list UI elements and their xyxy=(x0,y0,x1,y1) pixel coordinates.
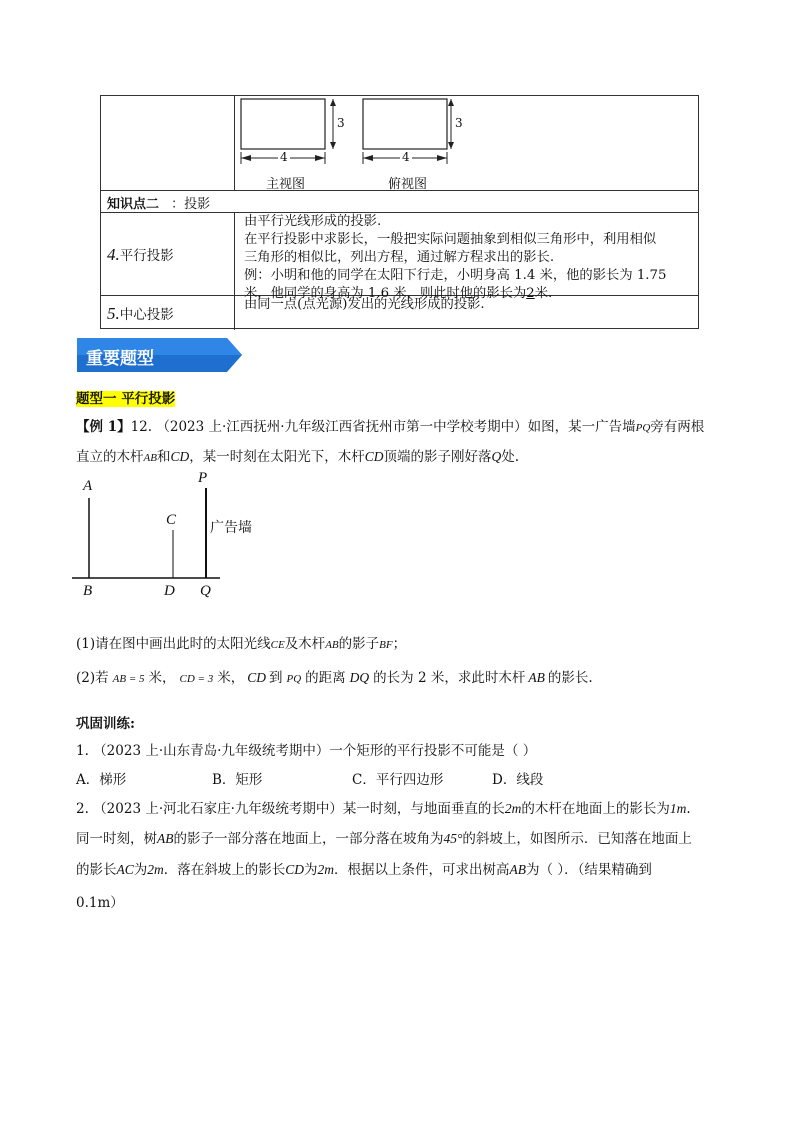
label-b: B xyxy=(83,583,93,599)
row4-number: 4. xyxy=(107,245,120,264)
option-b: B．矩形 xyxy=(212,772,263,788)
label-q: Q xyxy=(200,583,211,599)
kp2-topic: 投影 xyxy=(184,197,211,212)
front-width-label: 4 xyxy=(280,150,288,164)
kp2-header xyxy=(107,193,210,212)
practice-1: 1. （2023 上·山东青岛·九年级统考期中）一个矩形的平行投影不可能是（ ） xyxy=(76,743,537,759)
example-line-1: 【例 1】12. （2023 上·江西抚州·九年级江西省抚州市第一中学校考期中）如图，某一广告墙PQ旁有两根 xyxy=(76,419,705,435)
front-view-label: 主视图 xyxy=(266,177,306,192)
arrow-up-icon xyxy=(330,99,336,106)
arrow-down-icon xyxy=(330,142,336,149)
top-height-label: 3 xyxy=(455,116,463,130)
practice-2-line-3: 的影长AC为2m．落在斜坡上的影长CD为2m．根据以上条件，可求出树高AB为（ ）．（结果精确到 xyxy=(76,862,652,878)
row5-content: 由同一点(点光源)发出的光线形成的投影. xyxy=(244,297,485,312)
label-p: P xyxy=(198,470,208,486)
row4-line-last: 米，他同学的身高为 1.6 米，则此时他的影长为2米. xyxy=(244,286,553,301)
top-width-label: 4 xyxy=(402,150,410,164)
row4-content xyxy=(244,213,666,303)
arrow-left-icon xyxy=(363,155,373,161)
row4-answer: 2 xyxy=(526,286,535,301)
row4-label-cell xyxy=(107,244,174,265)
arrow-right-icon xyxy=(315,155,325,161)
practice-2-line-4: 0.1m） xyxy=(76,895,124,911)
label-c: C xyxy=(166,512,177,528)
type1-title: 题型一 平行投影 xyxy=(76,391,176,407)
kp2-sep: ： xyxy=(171,197,185,212)
wall-label: 广告墙 xyxy=(210,520,252,536)
option-a: A．梯形 xyxy=(76,772,127,788)
table-rule xyxy=(234,212,235,330)
banner-title: 重要题型 xyxy=(86,349,154,369)
top-view-label: 俯视图 xyxy=(388,177,428,192)
question-1: (1)请在图中画出此时的太阳光线CE及木杆AB的影子BF； xyxy=(76,636,407,652)
option-c: C．平行四边形 xyxy=(352,772,444,788)
knowledge-table xyxy=(100,95,699,329)
label-d: D xyxy=(164,583,175,599)
row4-line: 在平行投影中求影长，一般把实际问题抽象到相似三角形中，利用相似 xyxy=(244,232,657,247)
example-line-2: 直立的木杆AB和CD，某一时刻在太阳光下，木杆CD顶端的影子刚好落Q处. xyxy=(76,449,520,465)
practice-1-options xyxy=(76,768,543,788)
row4-label: 平行投影 xyxy=(119,248,174,264)
question-2: (2)若 AB = 5 米， CD = 3 米， CD 到 PQ 的距离 DQ 的长为 2 米，求此时木杆 AB 的影长. xyxy=(76,670,593,686)
row4-line: 三角形的相似比，列出方程，通过解方程求出的影长. xyxy=(244,250,555,265)
row4-line: 由平行光线形成的投影. xyxy=(244,214,382,229)
arrow-right-icon xyxy=(437,155,447,161)
front-height-label: 3 xyxy=(337,116,345,130)
arrow-left-icon xyxy=(241,155,251,161)
table-rule xyxy=(234,96,235,190)
row5-number: 5. xyxy=(107,304,120,323)
kp2-title: 知识点二 xyxy=(107,197,160,212)
practice-title: 巩固训练: xyxy=(76,716,135,732)
label-a: A xyxy=(83,478,93,494)
example-tag: 【例 1】 xyxy=(76,419,131,435)
row5-label-cell xyxy=(107,303,174,324)
practice-2-line-1: 2. （2023 上·河北石家庄·九年级统考期中）某一时刻，与地面垂直的长2m的木杆在地面上的影长为1m. xyxy=(76,801,691,817)
practice-2-line-2: 同一时刻，树AB的影子一部分落在地面上，一部分落在坡角为45°的斜坡上，如图所示．已知落在地面上 xyxy=(76,831,692,847)
option-d: D．线段 xyxy=(492,772,544,788)
front-view-rect xyxy=(241,99,325,149)
poles-figure xyxy=(70,470,280,605)
arrow-down-icon xyxy=(448,142,454,149)
row5-label: 中心投影 xyxy=(119,307,174,323)
arrow-up-icon xyxy=(448,99,454,106)
top-view-rect xyxy=(363,99,447,149)
row4-line: 例：小明和他的同学在太阳下行走，小明身高 1.4 米，他的影长为 1.75 xyxy=(244,268,667,283)
